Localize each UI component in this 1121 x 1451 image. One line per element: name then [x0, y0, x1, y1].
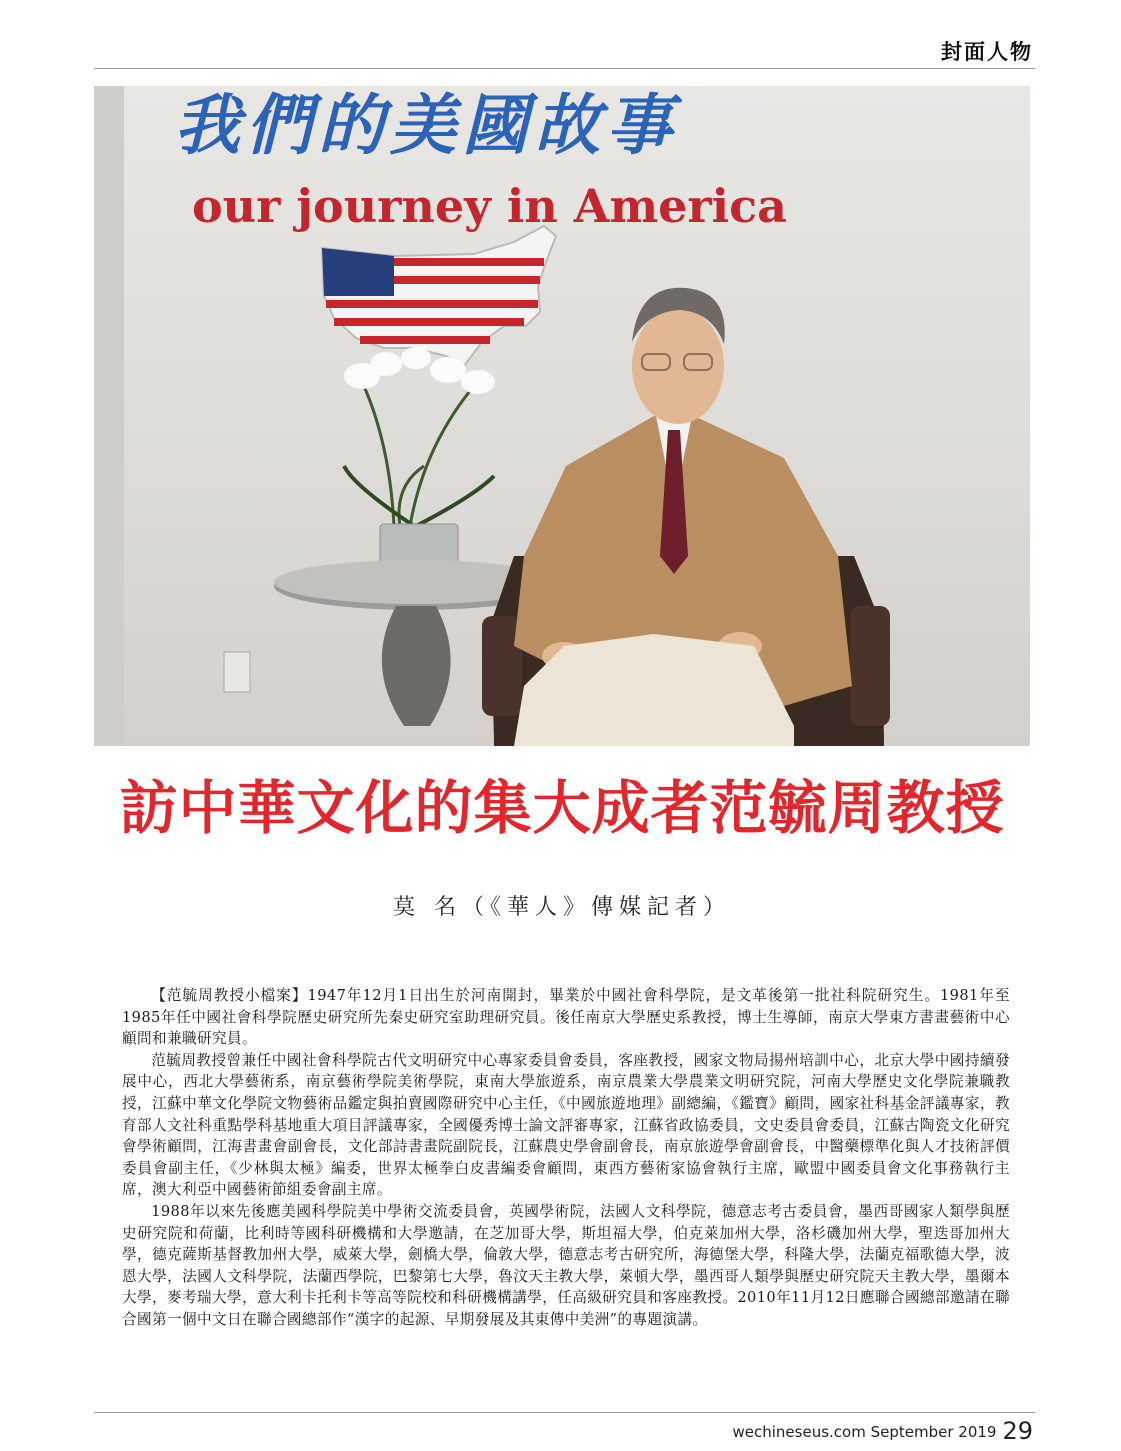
top-divider — [94, 68, 1035, 69]
article-byline: 莫 名（《華人》傳媒記者） — [393, 895, 731, 920]
seated-man — [514, 288, 852, 746]
article-body — [122, 985, 1010, 1331]
bottom-divider — [94, 1412, 1035, 1413]
page-footer — [733, 1417, 1034, 1445]
article-headline: 訪中華文化的集大成者范毓周教授 — [119, 774, 1005, 842]
section-tag: 封面人物 — [941, 40, 1033, 64]
orchid-plant — [344, 347, 495, 526]
wall-slogan: our journey in America — [192, 179, 787, 233]
article-paragraph: 【范毓周教授小檔案】1947年12月1日出生於河南開封，畢業於中國社會科學院，是文革後第一批社科院研究生。1981年至1985年任中國社會科學院歷史研究所先秦史研究室助理研究員。後任南京大學歷史系教授，博士生導師，南京大學東方書畫藝術中心顧問和兼職研究員。 — [122, 987, 1010, 1048]
article-paragraph: 1988年以來先後應美國科學院美中學術交流委員會，英國學術院，法國人文科學院，德意志考古委員會，墨西哥國家人類學與歷史研究院和荷蘭，比利時等國科研機構和大學邀請，在芝加哥大學，斯坦福大學，伯克萊加州大學，洛杉磯加州大學，聖迭哥加州大學，德克薩斯基督教加州大學，威萊大學，劍橋大學，倫敦大學，德意志考古研究所，海德堡大學，科隆大學，法蘭克福歌德大學，波恩大學，法國人文科學院，法蘭西學院，巴黎第七大學，魯汶天主教大學，萊頓大學，墨西哥人類學與歷史研究院天主教大學，墨爾本大學，麥考瑞大學，意大利卡托利卡等高等院校和科研機構講學，任高級研究員和客座教授。2010年11月12日應聯合國總部邀請在聯合國第一個中文日在聯合國總部作“漢字的起源、早期發展及其東傳中美洲”的專題演講。 — [122, 1202, 1010, 1328]
article-paragraph: 范毓周教授曾兼任中國社會科學院古代文明研究中心專家委員會委員，客座教授，國家文物局揚州培訓中心，北京大學中國持續發展中心，西北大學藝術系，南京藝術學院美術學院，東南大學旅遊系，南京農業大學農業文明研究院，河南大學歷史文化學院兼職教授，江蘇中華文化學院文物藝術品鑑定與拍賣國際研究中心主任，《中國旅遊地理》副總編，《鑑寶》顧問，國家社科基金評議專家，教育部人文社科重點學科基地重大項目評議專家，全國優秀博士論文評審專家，江蘇省政協委員，文史委員會委員，江蘇古陶瓷文化研究會學術顧問，江海書畫會副會長，文化部詩書畫院副院長，江蘇農史學會副會長，南京旅遊學會副會長，中醫藥標準化與人才技術評價委員會副主任，《少林與太極》編委，世界太極拳白皮書編委會顧問，東西方藝術家協會執行主席，歐盟中國委員會文化事務執行主席，澳大利亞中國藝術節組委會副主席。 — [122, 1051, 1010, 1199]
flag-map-icon — [322, 226, 556, 366]
photo-scene — [94, 86, 1030, 746]
wall-calligraphy: 我們的美國故事 — [174, 86, 678, 164]
wall-outlet — [224, 652, 250, 692]
footer-site-date: wechineseus.com September 2019 — [732, 1423, 997, 1441]
page-number: 29 — [1002, 1417, 1033, 1445]
cover-photo — [94, 86, 1030, 746]
